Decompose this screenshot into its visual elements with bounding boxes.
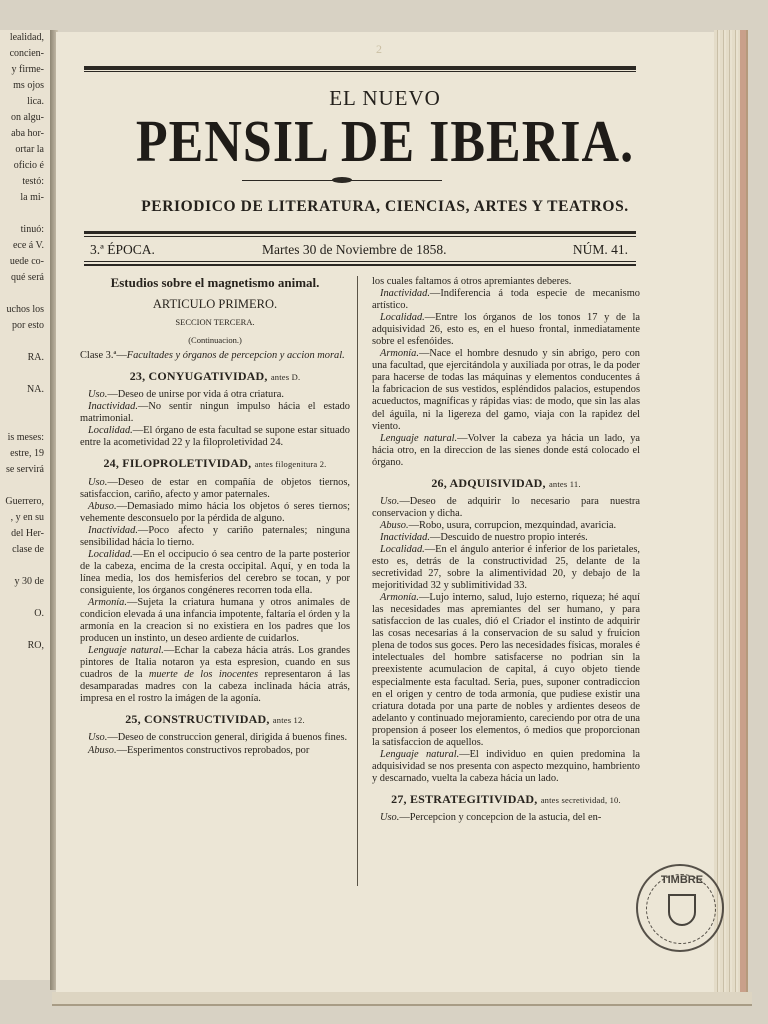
issue-number: NÚM. 41. xyxy=(572,242,628,257)
paragraph: Inactividad.—Poco afecto y cariño paternales; ninguna sensibilidad hácia lo tierno. xyxy=(80,524,350,548)
article-number: ARTICULO PRIMERO. xyxy=(152,297,278,311)
issue-info-bar xyxy=(84,240,636,260)
masthead-pretitle: EL NUEVO xyxy=(329,86,441,110)
prev-page-line: y 30 de xyxy=(14,576,44,587)
page-stack-edges xyxy=(714,30,748,995)
prev-page-line: clase de xyxy=(12,544,44,555)
prev-page-line: NA. xyxy=(27,384,44,395)
prev-page-line: lealidad, xyxy=(9,32,44,43)
paragraph: Uso.—Deseo de construccion general, dirigida á buenos fines. xyxy=(88,732,348,744)
prev-page-line xyxy=(0,366,50,382)
prev-page-line xyxy=(0,414,50,430)
heading-24: 24, FILOPROLETIVIDAD, antes filogenitura 2. xyxy=(103,456,327,471)
paragraph: Inactividad.—Descuido de nuestro propio interés. xyxy=(380,531,588,543)
binding-edge xyxy=(740,30,746,995)
prev-page-line: la mi- xyxy=(20,192,44,203)
paragraph: Inactividad.—No sentir ningun impulso hácia el estado matrimonial. xyxy=(80,401,350,425)
prev-page-line xyxy=(0,622,50,638)
prev-page-line: ms ojos xyxy=(13,80,44,91)
paragraph: Localidad.—En el ángulo anterior é inferior de los parietales, esto es, detrás de la constructividad 25, delante de la secretividad 27, sobre la alimentividad 20, y debajo de la mejoritividad 32 y sublimitividad 33. xyxy=(372,543,640,592)
paragraph: los cuales faltamos á otros apremiantes deberes. xyxy=(372,276,572,287)
clase-paragraph: Clase 3.ª—Facultades y órganos de percepcion y accion moral. xyxy=(80,350,345,362)
paragraph: Abuso.—Robo, usura, corrupcion, mezquindad, avaricia. xyxy=(380,519,617,531)
stamp-text: TIMBRE xyxy=(660,874,704,886)
paragraph: Abuso.—Esperimentos constructivos reprobados, por xyxy=(88,744,310,756)
page-number: 2 xyxy=(376,42,382,56)
prev-page-line xyxy=(0,478,50,494)
heading-25: 25, CONSTRUCTIVIDAD, antes 12. xyxy=(125,712,305,727)
prev-page-line: Guerrero, xyxy=(5,496,44,507)
prev-page-line: on algu- xyxy=(10,112,44,123)
prev-page-line xyxy=(0,590,50,606)
ornament-divider xyxy=(242,180,442,184)
prev-page-line: y firme- xyxy=(11,64,44,75)
issue-epoca: 3.ª ÉPOCA. xyxy=(90,242,155,257)
paragraph: Abuso.—Demasiado mimo hácia los objetos ó seres tiernos; vehemente desconsuelo por la pérdida de alguno. xyxy=(80,500,350,524)
paragraph: Lenguaje natural.—Volver la cabeza ya hácia un lado, ya hácia otro, en la direccion de las sienes donde está colocado el órgano. xyxy=(372,432,640,468)
paragraph: Inactividad.—Indiferencia á toda especie de mecanismo artístico. xyxy=(372,288,640,312)
paragraph: Armonía.—Nace el hombre desnudo y sin abrigo, pero con una facultad, que ejercitándola y auxiliada por otras, le da poder para hacerse de todas las máquinas y elementos conducentes á la fabricacion de sus vestidos, espléndidos palacios, estupendos acueductos, magníficas y rápidas vias: de modo, que sin las alas del águila, ni la ligereza del gamo, viaja con la rapidez del viento. xyxy=(372,348,640,432)
prev-page-line: RO, xyxy=(27,640,44,651)
prev-page-line: ortar la xyxy=(15,144,44,155)
prev-page-line: tinuó: xyxy=(20,224,44,235)
column-divider xyxy=(357,276,358,886)
prev-page-line xyxy=(0,206,50,222)
prev-page-line: , y en su xyxy=(10,512,44,523)
prev-page-line: se servirá xyxy=(5,464,44,475)
paragraph: Localidad.—Entre los órganos de los tonos 17 y de la adquisividad 26, esto es, en el hueso frontal, inmediatamente sobre el esfenóides. xyxy=(372,312,640,348)
newspaper-page xyxy=(56,32,714,994)
prev-page-line: RA. xyxy=(27,352,44,363)
prev-page-line: testó: xyxy=(22,176,44,187)
prev-page-line xyxy=(0,558,50,574)
heading-27: 27, ESTRATEGITIVIDAD, antes secretividad, 10. xyxy=(391,791,621,806)
top-rule xyxy=(84,66,636,72)
paragraph: Lenguaje natural.—El individuo en quien predomina la adquisividad se nos presenta con aspecto mezquino, hambriento y descarnado, vuelta la cabeza hácia un lado. xyxy=(372,748,640,784)
prev-page-line: estre, 19 xyxy=(10,448,44,459)
prev-page-line: lica. xyxy=(27,96,44,107)
header-rule-thin xyxy=(84,236,636,237)
prev-page-line: qué será xyxy=(10,272,44,283)
prev-page-line: por esto xyxy=(12,320,44,331)
prev-page-line: aba hor- xyxy=(11,128,44,139)
paragraph: Uso.—Deseo de estar en compañía de objetos tiernos, satisfaccion, cariño, afecto y amor paternales. xyxy=(80,476,350,500)
prev-page-line: ece á V. xyxy=(12,240,44,251)
section-label: SECCION TERCERA. xyxy=(175,317,255,328)
header-rule xyxy=(84,231,636,234)
paragraph: Armonía.—Lujo interno, salud, lujo esterno, riqueza; hé aquí las necesidades mas apremiantes del ser humano, y para satisfaccion de las cuales, dió el Criador el instinto de adquirir las cosas necesarias á la conservacion de su salud y fruicion plena de todos sus goces. Pero las necesidades físicas, morales é intelectuales del hombre satisfacerse no podrian sin la preexistente acumulacion de capital, á cuyo objeto tiende especialmente esta facultad. Seria, pues, suponer contradiccion en el origen y centro de toda armonía, que pudiese existir una criatura dotada por una parte de nobles y ardientes deseos de adelanto y continuado mejoramiento, careciendo por otra de una propension á poseer los elementos, ó medios que proporcionan la satisfaccion de aquellos. xyxy=(372,592,640,748)
previous-page-fragment xyxy=(0,30,52,980)
prev-page-line xyxy=(0,286,50,302)
prev-page-line: is meses: xyxy=(7,432,44,443)
prev-page-line xyxy=(0,334,50,350)
paragraph: Uso.—Deseo de unirse por vida á otra criatura. xyxy=(88,389,284,401)
prev-page-line: O. xyxy=(34,608,44,619)
continuation-label: (Continuacion.) xyxy=(188,335,242,346)
info-rule-thick xyxy=(84,264,636,266)
paragraph: Uso.—Percepcion y concepcion de la astucia, del en- xyxy=(380,811,602,823)
prev-page-line: del Her- xyxy=(11,528,44,539)
prev-page-line: uede co- xyxy=(9,256,44,267)
page-stack-bottom xyxy=(52,992,752,1006)
paragraph: Armonía.—Sujeta la criatura humana y otros animales de condicion elevada á una infancia impotente, faltaría el órden y la armonía en la creacion si no existiera en los padres que los producen un instinto, un deseo ardiente de cuidarlos. xyxy=(80,596,350,645)
issue-date: Martes 30 de Noviembre de 1858. xyxy=(262,242,447,257)
paragraph: Localidad.—El órgano de esta facultad se supone estar situado entre la acometividad 22 y la filoproletividad 24. xyxy=(80,425,350,449)
info-rule xyxy=(84,261,636,262)
column-right xyxy=(372,276,640,824)
paragraph: Uso.—Deseo de adquirir lo necesario para nuestra conservacion y dicha. xyxy=(372,495,640,519)
prev-page-line: oficio é xyxy=(13,160,44,171)
article-title: Estudios sobre el magnetismo animal. xyxy=(110,275,320,290)
paragraph: Lenguaje natural.—Echar la cabeza hácia atrás. Los grandes pintores de Italia notaron ya esta espresion, cuando en sus cuadros de la muerte de los inocentes representaron á las desamparadas madres con la cabeza inclinada hácia atrás, impresa en el rostro la imágen de la agonía. xyxy=(80,645,350,705)
coat-of-arms-icon xyxy=(668,894,696,926)
prev-page-line xyxy=(0,398,50,414)
timbre-stamp xyxy=(636,864,724,952)
masthead-title: PENSIL DE IBERIA. xyxy=(135,109,635,175)
prev-page-line: concien- xyxy=(9,48,44,59)
heading-26: 26, ADQUISIVIDAD, antes 11. xyxy=(431,475,581,490)
heading-23: 23, CONYUGATIVIDAD, antes D. xyxy=(129,369,301,384)
prev-page-line: uchos los xyxy=(6,304,44,315)
masthead-subtitle: PERIODICO DE LITERATURA, CIENCIAS, ARTES Y TEATROS. xyxy=(141,198,629,215)
paragraph: Localidad.—En el occipucio ó sea centro de la parte posterior de la cabeza, encima de la cresta occipital. Aquí, y en toda la línea media, los dos hemisferios del cerebro se tocan, y por consiguiente, los órganos congéneres recorren toda ella. xyxy=(80,548,350,596)
column-left xyxy=(80,276,350,757)
